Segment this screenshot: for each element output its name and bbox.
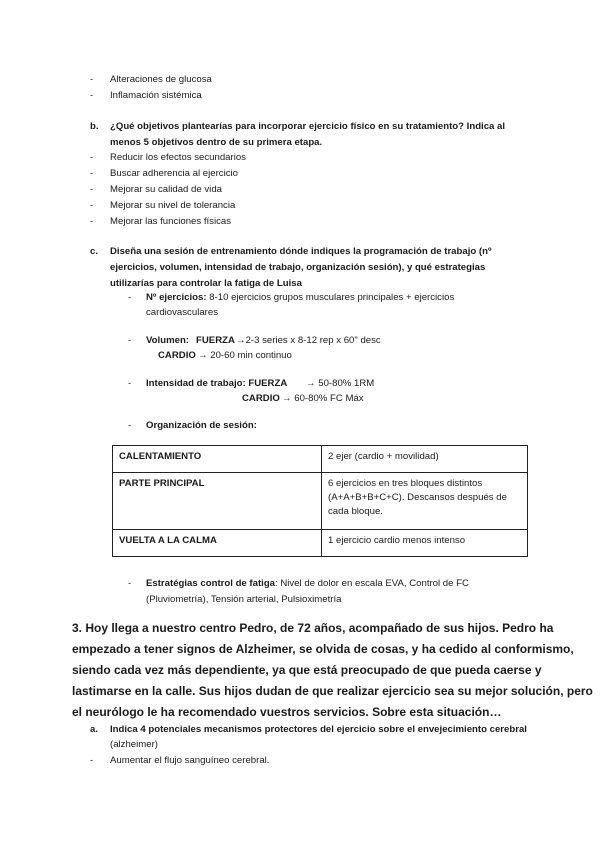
- list-dash: -: [128, 335, 132, 346]
- table-cell-content: 2 ejer (cardio + movilidad): [322, 446, 528, 473]
- case-text: siendo cada vez más dependiente, ya que está preocupado de que pueda caerse y: [72, 663, 542, 677]
- list-dash: -: [90, 152, 94, 163]
- list-dash: -: [90, 184, 94, 195]
- volume-cardio-label: CARDIO: [158, 350, 196, 361]
- table-cell-phase: VUELTA A LA CALMA: [113, 530, 322, 557]
- table-row: [113, 446, 528, 473]
- list-dash: -: [128, 578, 132, 589]
- exercises-text: 8-10 ejercicios grupos musculares principales + ejercicios: [206, 292, 455, 303]
- question-text: menos 5 objetivos dentro de su primera etapa.: [110, 137, 323, 148]
- table-row: [113, 473, 528, 530]
- table-row: [113, 530, 528, 557]
- case-text: lastimarse en la calle. Sus hijos dudan de que realizar ejercicio sea su mejor solución, pero: [72, 684, 593, 698]
- question-marker: c.: [90, 246, 99, 257]
- list-item: Mejorar su calidad de vida: [110, 184, 222, 195]
- question-text: (alzheimer): [110, 739, 158, 750]
- list-dash: -: [90, 168, 94, 179]
- fatigue-text: : Nivel de dolor en escala EVA, Control de FC: [275, 578, 469, 589]
- question-marker: b.: [90, 121, 99, 132]
- volume-cardio-text: → 20-60 min continuo: [198, 350, 292, 361]
- list-dash: -: [128, 378, 132, 389]
- list-item: Alteraciones de glucosa: [110, 74, 212, 85]
- question-text: Indica 4 potenciales mecanismos protectores del ejercicio sobre el envejecimiento cerebral: [110, 724, 527, 735]
- table-cell-content: 1 ejercicio cardio menos intenso: [322, 530, 528, 557]
- exercises-text-cont: cardiovasculares: [146, 307, 218, 318]
- list-dash: -: [128, 292, 132, 303]
- list-dash: -: [90, 74, 94, 85]
- list-item: Reducir los efectos secundarios: [110, 152, 246, 163]
- list-item: Buscar adherencia al ejercicio: [110, 168, 238, 179]
- volume-strength-text: →2-3 series x 8-12 rep x 60" desc: [236, 335, 381, 346]
- fatigue-text-cont: (Pluviometría), Tensión arterial, Pulsioximetría: [146, 594, 342, 605]
- list-dash: -: [90, 755, 94, 766]
- list-dash: -: [128, 420, 132, 431]
- list-item: Aumentar el flujo sanguíneo cerebral.: [110, 755, 270, 766]
- list-dash: -: [90, 216, 94, 227]
- exercises-line: [146, 290, 454, 306]
- question-text: ¿Qué objetivos plantearías para incorporar ejercicio físico en su tratamiento? Indica al: [110, 121, 506, 132]
- case-text: 3. Hoy llega a nuestro centro Pedro, de 72 años, acompañado de sus hijos. Pedro ha: [72, 621, 554, 635]
- fatigue-line: [146, 576, 469, 592]
- list-item: Mejorar las funciones físicas: [110, 216, 232, 227]
- organization-label: Organización de sesión:: [146, 420, 257, 431]
- question-text: Diseña una sesión de entrenamiento dónde indiques la programación de trabajo (nº: [110, 246, 492, 257]
- session-organization-table: [112, 445, 528, 557]
- table-cell-content: 6 ejercicios en tres bloques distintos (A+A+B+B+C+C). Descansos después de cada bloque.: [322, 473, 528, 530]
- question-text: ejercicios, volumen, intensidad de trabajo, organización sesión), y qué estrategias: [110, 262, 486, 273]
- list-dash: -: [90, 90, 94, 101]
- intensity-cardio-text: → 60-80% FC Máx: [282, 393, 364, 404]
- intensity-label: Intensidad de trabajo: FUERZA: [146, 378, 288, 389]
- question-text: utilizarías para controlar la fatiga de Luisa: [110, 278, 302, 289]
- intensity-strength-text: → 50-80% 1RM: [306, 378, 375, 389]
- list-dash: -: [90, 200, 94, 211]
- fatigue-label: Estratégias control de fatiga: [146, 578, 276, 589]
- question-marker: a.: [90, 724, 99, 735]
- exercises-label: Nº ejercicios:: [146, 292, 207, 303]
- table-cell-phase: PARTE PRINCIPAL: [113, 473, 322, 530]
- table-cell-phase: CALENTAMIENTO: [113, 446, 322, 473]
- case-text: el neurólogo le ha recomendado vuestros servicios. Sobre esta situación…: [72, 705, 502, 719]
- list-item: Mejorar su nivel de tolerancia: [110, 200, 236, 211]
- case-text: empezado a tener signos de Alzheimer, se olvida de cosas, y ha cedido al conformismo,: [72, 642, 574, 656]
- list-item: Inflamación sistémica: [110, 90, 202, 101]
- volume-strength-label: FUERZA: [196, 335, 235, 346]
- intensity-cardio-label: CARDIO: [242, 393, 280, 404]
- volume-label: Volumen:: [146, 335, 189, 346]
